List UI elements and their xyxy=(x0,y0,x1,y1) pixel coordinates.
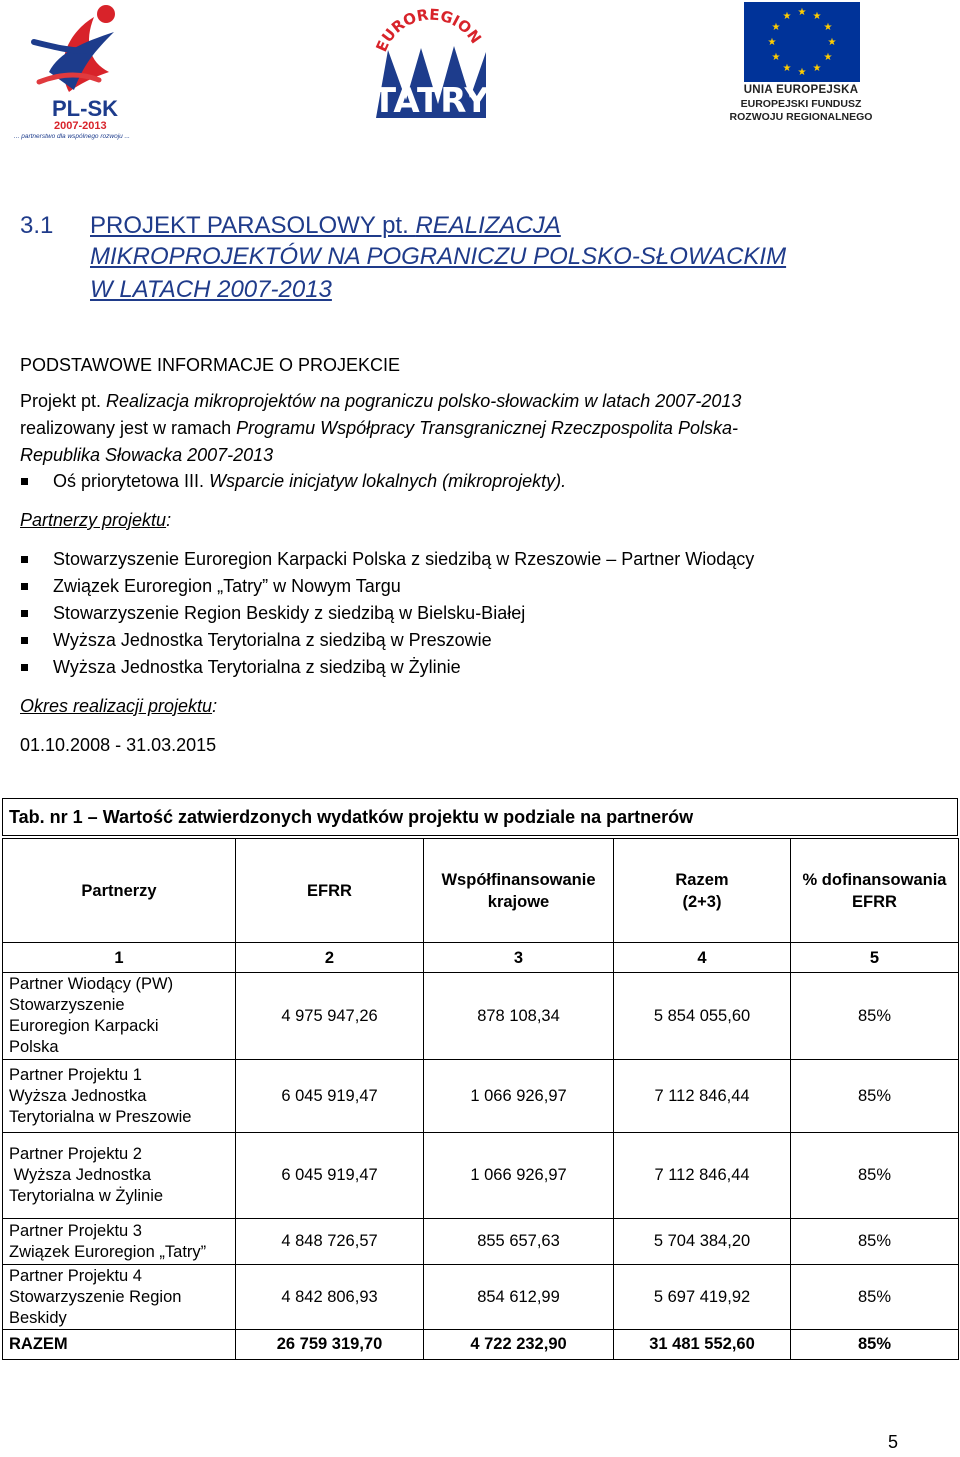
col-number: 3 xyxy=(424,943,614,973)
col-number: 2 xyxy=(236,943,424,973)
svg-text:★: ★ xyxy=(771,52,781,63)
total-cell: 7 112 846,44 xyxy=(614,1133,791,1219)
partner-name-line: Partner Projektu 3 xyxy=(9,1221,142,1240)
national-cell: 855 657,63 xyxy=(424,1219,614,1265)
section-number: 3.1 xyxy=(20,212,54,239)
percent-cell: 85% xyxy=(791,1133,959,1219)
col-header-efrr: EFRR xyxy=(236,839,424,943)
intro-line-1 xyxy=(20,391,741,412)
bullet-icon xyxy=(21,664,28,671)
eu-logo-line1: UNIA EUROPEJSKA xyxy=(743,84,859,96)
col-header-partners: Partnerzy xyxy=(3,839,236,943)
heading-line-1 xyxy=(90,212,561,240)
intro-line-2a: realizowany jest w ramach xyxy=(20,418,237,438)
total-cell: 5 854 055,60 xyxy=(614,973,791,1060)
partner-name-cell xyxy=(3,1133,236,1219)
col-number: 4 xyxy=(614,943,791,973)
svg-text:★: ★ xyxy=(797,7,807,18)
svg-text:EUROREGION: EUROREGION xyxy=(372,5,485,55)
total-cell: 5 704 384,20 xyxy=(614,1219,791,1265)
table-row xyxy=(3,1133,959,1219)
table-row xyxy=(3,1060,959,1133)
period-label: Okres realizacji projektu xyxy=(20,696,213,716)
table-header-row xyxy=(3,839,959,943)
pl-sk-logo-tagline: ... partnerstwo dla wspólnego rozwoju ... xyxy=(14,133,130,140)
national-cell: 854 612,99 xyxy=(424,1265,614,1330)
partner-item: Stowarzyszenie Region Beskidy z siedzibą w Bielsku-Białej xyxy=(53,603,526,623)
svg-text:★: ★ xyxy=(823,52,833,63)
priority-axis xyxy=(53,471,566,492)
partner-name-line: Wyższa Jednostka xyxy=(9,1166,151,1184)
svg-text:TATRY: TATRY xyxy=(372,81,490,121)
intro-line-2b: Programu Współpracy Transgranicznej Rzeczpospolita Polska- xyxy=(236,418,738,438)
eu-logo-line2: EUROPEJSKI FUNDUSZ xyxy=(740,98,862,110)
partner-name-line: Związek Euroregion „Tatry” xyxy=(9,1242,207,1261)
pl-sk-logo-years: 2007-2013 xyxy=(54,120,107,132)
national-cell: 878 108,34 xyxy=(424,973,614,1060)
partner-name-line: Partner Projektu 2 xyxy=(9,1145,142,1163)
eu-logo-line3: ROZWOJU REGIONALNEGO xyxy=(729,111,873,123)
intro-line-1a: Projekt pt. xyxy=(20,391,107,411)
total-efrr: 26 759 319,70 xyxy=(236,1330,424,1360)
total-label: RAZEM xyxy=(3,1330,236,1360)
partner-name-line: Partner Projektu 1 xyxy=(9,1065,142,1084)
heading-line-1b: REALIZACJA xyxy=(415,212,561,239)
col-header-national: Współfinansowanie krajowe xyxy=(424,839,614,943)
pl-sk-logo-title: PL-SK xyxy=(52,96,118,121)
partner-item: Wyższa Jednostka Terytorialna z siedzibą w Preszowie xyxy=(53,630,492,650)
partner-name-line: Partner Projektu 4 xyxy=(9,1266,142,1285)
table-title: Tab. nr 1 – Wartość zatwierdzonych wydatków projektu w podziale na partnerów xyxy=(2,798,958,836)
percent-cell: 85% xyxy=(791,1060,959,1133)
national-cell: 1 066 926,97 xyxy=(424,1060,614,1133)
heading-line-3: W LATACH 2007-2013 xyxy=(90,276,332,303)
bullet-icon xyxy=(21,478,28,485)
table-row xyxy=(3,973,959,1060)
svg-text:★: ★ xyxy=(823,22,833,33)
svg-text:★: ★ xyxy=(812,63,822,74)
total-cell: 7 112 846,44 xyxy=(614,1060,791,1133)
svg-text:★: ★ xyxy=(782,63,792,74)
partner-name-cell xyxy=(3,1219,236,1265)
percent-cell: 85% xyxy=(791,1265,959,1330)
total-row xyxy=(3,1330,959,1360)
col-number: 5 xyxy=(791,943,959,973)
table-row xyxy=(3,1219,959,1265)
col-number: 1 xyxy=(3,943,236,973)
period-value: 01.10.2008 - 31.03.2015 xyxy=(20,735,217,755)
intro-line-1b: Realizacja mikroprojektów na pograniczu polsko-słowackim w latach 2007-2013 xyxy=(106,391,742,411)
period-colon: : xyxy=(212,696,218,716)
total-sum: 31 481 552,60 xyxy=(614,1330,791,1360)
partner-item: Wyższa Jednostka Terytorialna z siedzibą w Żylinie xyxy=(53,657,461,677)
euroregion-tatry-logo xyxy=(366,0,496,124)
svg-text:★: ★ xyxy=(771,22,781,33)
page-number: 5 xyxy=(887,1432,898,1452)
col-header-total: Razem (2+3) xyxy=(614,839,791,943)
column-number-row xyxy=(3,943,959,973)
percent-cell: 85% xyxy=(791,1219,959,1265)
total-percent: 85% xyxy=(791,1330,959,1360)
total-national: 4 722 232,90 xyxy=(424,1330,614,1360)
pl-sk-figure-icon xyxy=(14,2,154,102)
svg-text:★: ★ xyxy=(797,67,807,78)
partner-name-line: Stowarzyszenie xyxy=(9,996,125,1014)
partner-name-line: Wyższa Jednostka xyxy=(9,1086,147,1105)
bullet-icon xyxy=(21,556,28,563)
total-cell: 5 697 419,92 xyxy=(614,1265,791,1330)
partner-item: Stowarzyszenie Euroregion Karpacki Polska z siedzibą w Rzeszowie – Partner Wiodący xyxy=(53,549,755,569)
partner-name-cell xyxy=(3,1060,236,1133)
partners-heading xyxy=(20,510,171,531)
priority-axis-b: Wsparcie inicjatyw lokalnych (mikroprojekty). xyxy=(209,471,567,491)
partners-colon: : xyxy=(166,510,172,530)
intro-line-2 xyxy=(20,418,738,439)
svg-text:★: ★ xyxy=(782,11,792,22)
partner-name-line: Terytorialna w Preszowie xyxy=(9,1107,192,1126)
partner-name-cell xyxy=(3,1265,236,1330)
bullet-icon xyxy=(21,583,28,590)
partner-item: Związek Euroregion „Tatry” w Nowym Targu xyxy=(53,576,401,596)
partner-name-line: Partner Wiodący (PW) xyxy=(9,975,174,993)
eu-flag-icon xyxy=(744,2,860,82)
efrr-cell: 4 975 947,26 xyxy=(236,973,424,1060)
col-header-percent: % dofinansowania EFRR xyxy=(791,839,959,943)
bullet-icon xyxy=(21,610,28,617)
efrr-cell: 6 045 919,47 xyxy=(236,1133,424,1219)
heading-line-1a: PROJEKT PARASOLOWY pt. xyxy=(90,212,416,239)
partner-name-line: Polska xyxy=(9,1038,59,1056)
percent-cell: 85% xyxy=(791,973,959,1060)
period-heading xyxy=(20,696,217,717)
efrr-cell: 4 848 726,57 xyxy=(236,1219,424,1265)
intro-line-3: Republika Słowacka 2007-2013 xyxy=(20,445,274,465)
partner-name-line: Beskidy xyxy=(9,1308,67,1327)
partner-name-line: Stowarzyszenie Region xyxy=(9,1287,182,1306)
national-cell: 1 066 926,97 xyxy=(424,1133,614,1219)
table-row xyxy=(3,1265,959,1330)
partner-name-line: Euroregion Karpacki xyxy=(9,1017,159,1035)
bullet-icon xyxy=(21,637,28,644)
partners-budget-table xyxy=(2,838,959,1360)
priority-axis-a: Oś priorytetowa III. xyxy=(53,471,210,491)
partner-name-cell xyxy=(3,973,236,1060)
partner-name-line: Terytorialna w Żylinie xyxy=(9,1187,164,1205)
tatry-mountains-icon xyxy=(366,0,496,124)
svg-text:★: ★ xyxy=(827,37,837,48)
pl-sk-logo xyxy=(14,2,154,144)
partners-label: Partnerzy projektu xyxy=(20,510,167,530)
heading-line-2: MIKROPROJEKTÓW NA POGRANICZU POLSKO-SŁOWACKIM xyxy=(90,243,787,270)
section-title: PODSTAWOWE INFORMACJE O PROJEKCIE xyxy=(20,355,401,375)
eu-logo xyxy=(728,0,874,128)
efrr-cell: 6 045 919,47 xyxy=(236,1060,424,1133)
efrr-cell: 4 842 806,93 xyxy=(236,1265,424,1330)
svg-text:★: ★ xyxy=(767,37,777,48)
svg-text:★: ★ xyxy=(812,11,822,22)
